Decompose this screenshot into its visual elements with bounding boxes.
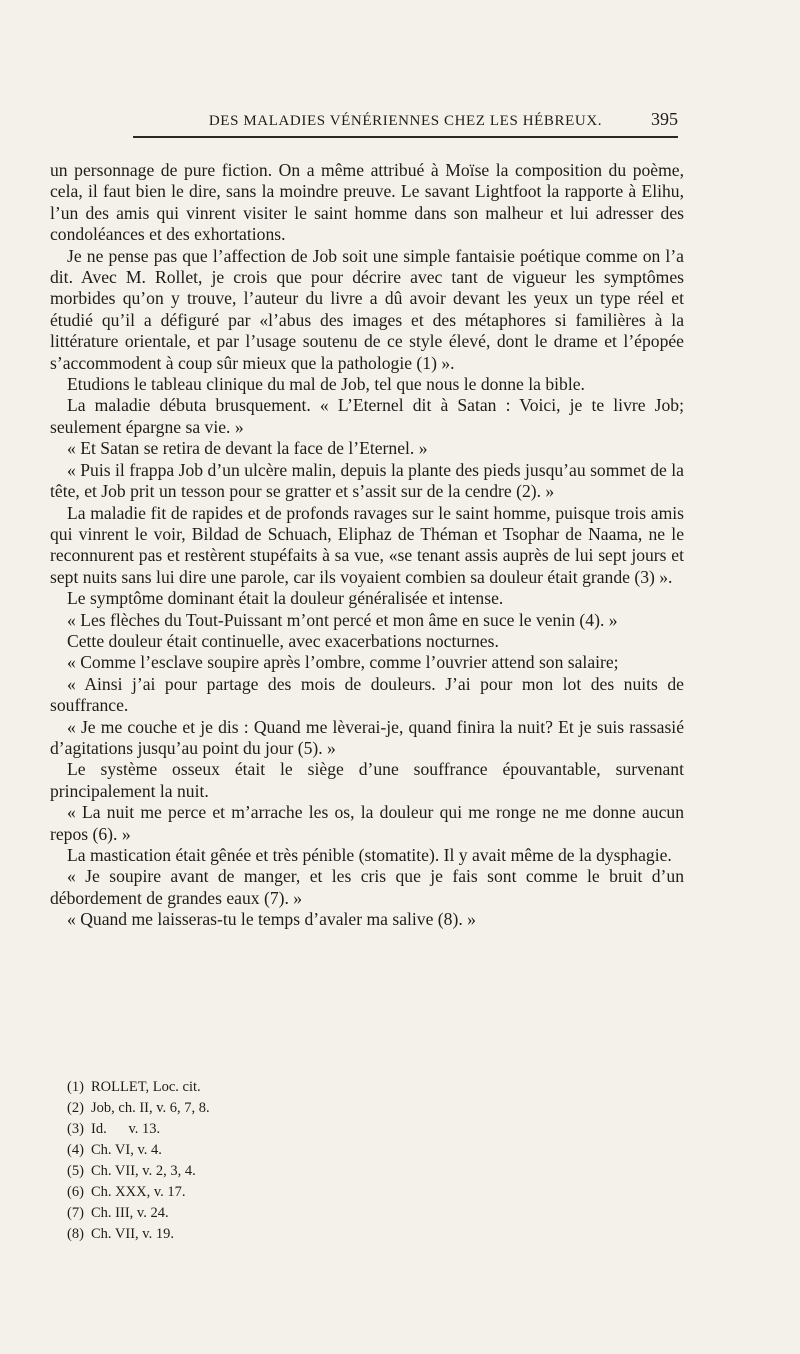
- paragraph: Cette douleur était continuelle, avec exacerbations nocturnes.: [67, 630, 499, 651]
- page-number: 395: [651, 109, 678, 129]
- paragraph: Etudions le tableau clinique du mal de Job, tel que nous le donne la bible.: [67, 374, 585, 395]
- running-header: [133, 104, 678, 138]
- footnote-number: (3): [67, 1121, 84, 1137]
- footnote-text: Ch. VII, v. 19.: [91, 1226, 174, 1242]
- footnote-text: Ch. VII, v. 2, 3, 4.: [91, 1163, 196, 1179]
- footnote: [67, 1224, 210, 1245]
- paragraph: « Comme l’esclave soupire après l’ombre, comme l’ouvrier attend son salaire;: [67, 652, 619, 673]
- footnote-text: Ch. III, v. 24.: [91, 1205, 169, 1221]
- paragraph: La maladie débuta brusquement. « L’Eternel dit à Satan : Voici, je te livre Job; seulement épargne sa vie. »: [50, 395, 684, 437]
- paragraph: « Je soupire avant de manger, et les cris que je fais sont comme le bruit d’un débordement de grandes eaux (7). »: [50, 866, 684, 908]
- footnote: [67, 1119, 210, 1140]
- paragraph: Le système osseux était le siège d’une souffrance épouvantable, survenant principalement la nuit.: [50, 759, 684, 801]
- header-title: DES MALADIES VÉNÉRIENNES CHEZ LES HÉBREUX.: [208, 113, 603, 129]
- paragraph: Je ne pense pas que l’affection de Job soit une simple fantaisie poétique comme on l’a dit. Avec M. Rollet, je crois que pour décrire avec tant de vigueur les symptômes morbides qu’on y trouve, l’auteur du livre a dû avoir devant les yeux un type réel et étudié qu’il a défiguré par «l’abus des images et des métaphores si familières à la littérature orientale, et par l’usage soutenu de ce style élevé, dont le drame et l’épopée s’accommodent à coup sûr mieux que la pathologie (1) ».: [50, 245, 684, 373]
- paragraph: La maladie fit de rapides et de profonds ravages sur le saint homme, puisque trois amis qui vinrent le voir, Bildad de Schuach, Eliphaz de Théman et Tsophar de Naama, ne le reconnurent pas et restèrent stupéfaits à sa vue, «se tenant assis auprès de lui sept jours et sept nuits sans lui dire une parole, car ils voyaient combien sa douleur était grande (3) ».: [50, 502, 684, 587]
- footnote: [67, 1098, 210, 1119]
- footnote-number: (2): [67, 1100, 84, 1116]
- paragraph: « La nuit me perce et m’arrache les os, la douleur qui me ronge ne me donne aucun repos (6). »: [50, 802, 684, 844]
- footnote-number: (1): [67, 1079, 84, 1095]
- footnote: [67, 1182, 210, 1203]
- paragraph: « Je me couche et je dis : Quand me lèverai-je, quand finira la nuit? Et je suis rassasié d’agitations jusqu’au point du jour (5). »: [50, 716, 684, 758]
- footnotes: [67, 1077, 210, 1245]
- footnote-number: (6): [67, 1184, 84, 1200]
- footnote-text: Ch. VI, v. 4.: [91, 1142, 162, 1158]
- footnote-number: (5): [67, 1163, 84, 1179]
- paragraph: « Les flèches du Tout-Puissant m’ont percé et mon âme en suce le venin (4). »: [67, 609, 618, 630]
- footnote-text: Job, ch. II, v. 6, 7, 8.: [91, 1100, 210, 1116]
- footnote: [67, 1140, 210, 1161]
- footnote-number: (7): [67, 1205, 84, 1221]
- paragraph: Le symptôme dominant était la douleur généralisée et intense.: [67, 588, 504, 609]
- footnote-text: ROLLET, Loc. cit.: [91, 1079, 201, 1095]
- paragraph: « Puis il frappa Job d’un ulcère malin, depuis la plante des pieds jusqu’au sommet de la tête, et Job prit un tesson pour se gratter et s’assit sur de la cendre (2). »: [50, 459, 684, 502]
- paragraph: La mastication était gênée et très pénible (stomatite). Il y avait même de la dysphagie.: [67, 845, 672, 865]
- footnote: [67, 1203, 210, 1224]
- paragraph: « Et Satan se retira de devant la face de l’Eternel. »: [67, 438, 428, 459]
- paragraph: « Ainsi j’ai pour partage des mois de douleurs. J’ai pour mon lot des nuits de souffrance.: [50, 673, 684, 716]
- body-text: [50, 160, 684, 931]
- footnote: [67, 1161, 210, 1182]
- footnote: [67, 1077, 210, 1098]
- footnote-number: (4): [67, 1142, 84, 1158]
- footnote-text: Ch. XXX, v. 17.: [91, 1184, 186, 1200]
- paragraph: « Quand me laisseras-tu le temps d’avaler ma salive (8). »: [67, 909, 476, 930]
- footnote-text: Id. v. 13.: [91, 1121, 161, 1137]
- paragraph: un personnage de pure fiction. On a même attribué à Moïse la composition du poème, cela, il faut bien le dire, sans la moindre preuve. Le savant Lightfoot la rapporte à Elihu, l’un des amis qui vinrent visiter le saint homme dans son malheur et lui adresser des condoléances et des exhortations.: [50, 160, 684, 245]
- footnote-number: (8): [67, 1226, 84, 1242]
